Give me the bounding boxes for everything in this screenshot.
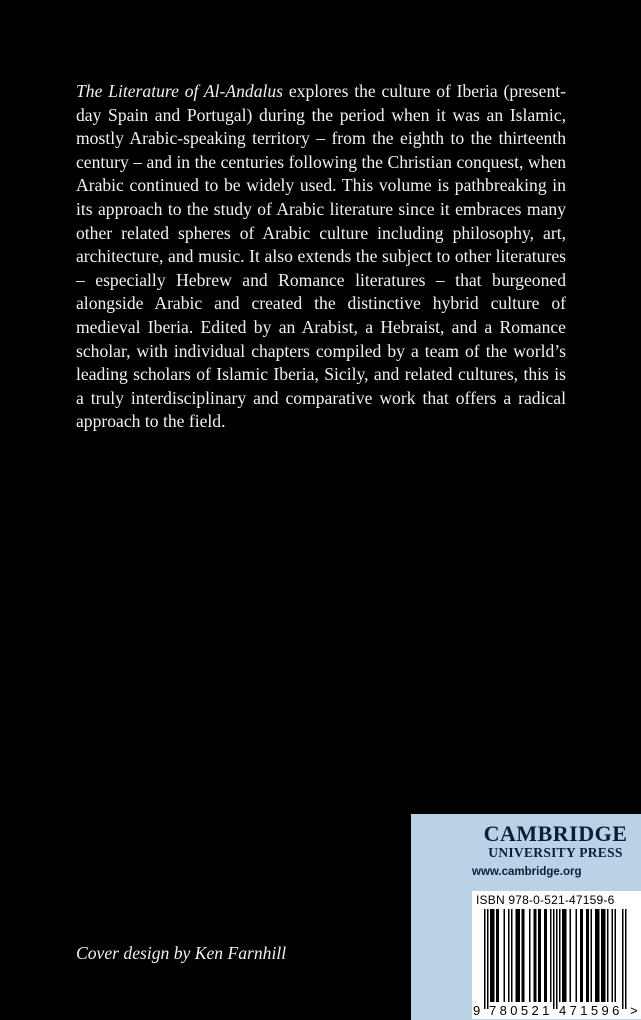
barcode-bar [604, 909, 606, 1002]
barcode-bar [523, 909, 525, 1002]
barcode-bar [607, 909, 609, 1002]
barcode-bar [534, 909, 536, 1002]
barcode-bar [508, 909, 510, 1002]
barcode-bar [490, 909, 492, 1002]
barcode-bar [540, 909, 542, 1002]
barcode-bar [522, 909, 524, 1002]
barcode-bars [472, 891, 641, 1019]
barcode-bar [586, 909, 588, 1002]
barcode [472, 891, 641, 1019]
barcode-bar [546, 909, 548, 1002]
barcode-bar [538, 909, 540, 1002]
publisher-name: CAMBRIDGE [483, 821, 628, 846]
barcode-bar [622, 909, 624, 1009]
barcode-digits-left: 780521 [489, 1003, 553, 1018]
barcode-bar [511, 909, 513, 1002]
barcode-bar [556, 909, 558, 1009]
barcode-bar [519, 909, 521, 1002]
barcode-bar [517, 909, 519, 1002]
barcode-bar [553, 909, 555, 1009]
barcode-bar [615, 909, 617, 1002]
barcode-bar [576, 909, 578, 1002]
barcode-digit-first: 9 [473, 1003, 481, 1018]
barcode-bar [535, 909, 537, 1002]
barcode-bar [598, 909, 600, 1002]
barcode-bar [516, 909, 518, 1002]
barcode-bar [625, 909, 627, 1009]
barcode-bar [582, 909, 584, 1002]
blurb-text: explores the culture of Iberia (present-day Spain and Portugal) during the period when it was an Islamic, mostly Arabic-speaking territory – from the eighth to the thirteenth century – and in the centuries following the Christian conquest, when Arabic continued to be widely used. This volume is pathbreaking in its approach to the study of Arabic literature since it embraces many other related spheres of Arabic culture including philosophy, art, architecture, and music. It also extends the subject to other literatures – especially Hebrew and Romance literatures – that burgeoned alongside Arabic and created the distinctive hybrid culture of medieval Iberia. Edited by an Arabist, a Hebraist, and a Romance scholar, with individual chapters compiled by a team of the world’s leading scholars of Islamic Iberia, Sicily, and related cultures, this is a truly interdisciplinary and comparative work that offers a radical approach to the field. [76, 81, 566, 432]
cover-design-credit: Cover design by Ken Farnhill [76, 943, 287, 963]
barcode-bar [559, 909, 561, 1002]
barcode-bar [504, 909, 506, 1002]
barcode-bar [484, 909, 486, 1009]
barcode-bar [550, 909, 552, 1002]
publisher-url: www.cambridge.org [472, 866, 582, 878]
barcode-digits-right: 471596 [559, 1003, 623, 1018]
barcode-bar [544, 909, 546, 1002]
barcode-bar [588, 909, 590, 1002]
book-title: The Literature of Al-Andalus [76, 81, 284, 101]
barcode-bar [496, 909, 498, 1002]
barcode-bar [487, 909, 489, 1009]
barcode-bar [570, 909, 572, 1002]
barcode-bar [601, 909, 603, 1002]
barcode-bar [597, 909, 599, 1002]
publisher-panel [411, 814, 641, 1020]
barcode-bar [498, 909, 500, 1002]
barcode-bar [595, 909, 597, 1002]
barcode-bar [580, 909, 582, 1002]
barcode-bar [565, 909, 567, 1002]
barcode-end-mark: > [630, 1003, 638, 1018]
barcode-bar [562, 909, 564, 1002]
isbn-label: ISBN 978-0-521-47159-6 [476, 893, 615, 907]
barcode-bar [492, 909, 494, 1002]
barcode-bar [591, 909, 593, 1002]
publisher-press-label: UNIVERSITY PRESS [488, 845, 623, 860]
barcode-bar [564, 909, 566, 1002]
barcode-bar [612, 909, 614, 1002]
barcode-bar [493, 909, 495, 1002]
back-cover-blurb [76, 80, 566, 434]
barcode-bar [603, 909, 605, 1002]
barcode-bar [529, 909, 531, 1002]
